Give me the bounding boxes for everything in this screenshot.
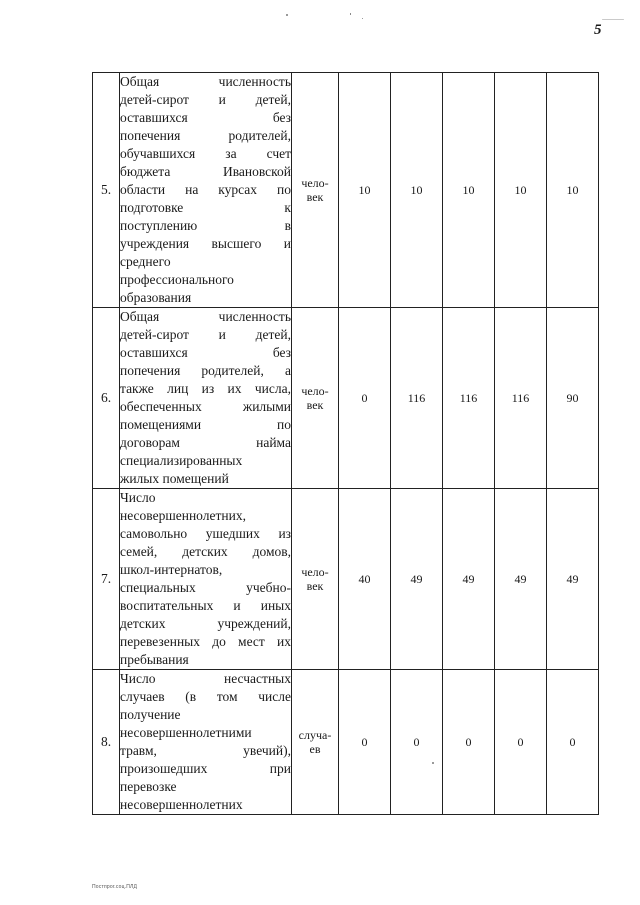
value-cell-2: 10 xyxy=(391,73,443,308)
value-cell-5: 49 xyxy=(547,489,599,670)
description-line: перевозке xyxy=(120,779,177,794)
value-cell-4: 10 xyxy=(495,73,547,308)
description-line: детских учреждений, xyxy=(120,616,291,631)
unit-line: ев xyxy=(309,742,321,756)
scan-speck xyxy=(286,14,288,16)
scan-speck xyxy=(362,18,363,19)
value-cell-3: 116 xyxy=(443,308,495,489)
description-line: школ-интернатов, xyxy=(120,562,223,577)
description-line: профессионального xyxy=(120,272,234,287)
value-cell-1: 10 xyxy=(339,73,391,308)
description-line: поступлению в xyxy=(120,218,291,233)
description-line: Число xyxy=(120,490,156,505)
table-row xyxy=(93,489,599,670)
value-cell-1: 0 xyxy=(339,670,391,815)
description-line: обучавшихся за счет xyxy=(120,146,291,161)
description-line: бюджета Ивановской xyxy=(120,164,291,179)
description-line: детей-сирот и детей, xyxy=(120,92,291,107)
value-cell-3: 49 xyxy=(443,489,495,670)
unit-of-measure xyxy=(292,489,339,670)
description-line: Общая численность xyxy=(120,309,291,324)
value-cell-5: 10 xyxy=(547,73,599,308)
unit-line: чело- xyxy=(301,384,329,398)
value-cell-5: 90 xyxy=(547,308,599,489)
indicators-table xyxy=(92,72,599,815)
description-line: получение xyxy=(120,707,181,722)
unit-line: век xyxy=(306,190,324,204)
description-line: специализированных xyxy=(120,453,243,468)
table-row xyxy=(93,670,599,815)
row-number: 6. xyxy=(93,308,120,489)
value-cell-2: 116 xyxy=(391,308,443,489)
description-line: детей-сирот и детей, xyxy=(120,327,291,342)
scan-speck xyxy=(350,13,351,15)
indicator-description xyxy=(120,670,292,815)
unit-line: век xyxy=(306,398,324,412)
description-line: обеспеченных жилыми xyxy=(120,399,291,414)
unit-line: случа- xyxy=(298,728,332,742)
description-line: попечения родителей, а xyxy=(120,363,291,378)
description-line: оставшихся без xyxy=(120,110,291,125)
description-line: Общая численность xyxy=(120,74,291,89)
description-line: пребывания xyxy=(120,652,189,667)
description-line: договорам найма xyxy=(120,435,291,450)
table-row xyxy=(93,73,599,308)
footer-code: Постпрог.соц.ПЛД xyxy=(92,884,138,890)
description-line: оставшихся без xyxy=(120,345,291,360)
row-number: 7. xyxy=(93,489,120,670)
description-line: травм, увечий), xyxy=(120,743,291,758)
description-line: воспитательных и иных xyxy=(120,598,291,613)
unit-of-measure xyxy=(292,670,339,815)
value-cell-5: 0 xyxy=(547,670,599,815)
row-number: 5. xyxy=(93,73,120,308)
value-cell-1: 0 xyxy=(339,308,391,489)
description-line: подготовке к xyxy=(120,200,291,215)
value-cell-4: 49 xyxy=(495,489,547,670)
row-number: 8. xyxy=(93,670,120,815)
value-cell-1: 40 xyxy=(339,489,391,670)
description-line: несовершеннолетними xyxy=(120,725,252,740)
description-line: специальных учебно- xyxy=(120,580,291,595)
description-line: случаев (в том числе xyxy=(120,689,291,704)
description-line: образования xyxy=(120,290,192,305)
scan-speck xyxy=(602,19,624,20)
indicator-description xyxy=(120,308,292,489)
indicator-description xyxy=(120,489,292,670)
unit-of-measure xyxy=(292,308,339,489)
description-line: жилых помещений xyxy=(120,471,229,486)
value-cell-2: 0 xyxy=(391,670,443,815)
unit-line: чело- xyxy=(301,565,329,579)
description-line: области на курсах по xyxy=(120,182,291,197)
unit-line: чело- xyxy=(301,176,329,190)
description-line: также лиц из их числа, xyxy=(120,381,291,396)
value-cell-3: 10 xyxy=(443,73,495,308)
description-line: среднего xyxy=(120,254,171,269)
description-line: Число несчастных xyxy=(120,671,291,686)
table-row xyxy=(93,308,599,489)
description-line: несовершеннолетних, xyxy=(120,508,246,523)
description-line: попечения родителей, xyxy=(120,128,291,143)
value-cell-4: 116 xyxy=(495,308,547,489)
description-line: семей, детских домов, xyxy=(120,544,291,559)
unit-line: век xyxy=(306,579,324,593)
indicator-description xyxy=(120,73,292,308)
description-line: помещениями по xyxy=(120,417,291,432)
description-line: учреждения высшего и xyxy=(120,236,291,251)
description-line: несовершеннолетних xyxy=(120,797,243,812)
description-line: перевезенных до мест их xyxy=(120,634,291,649)
description-line: произошедших при xyxy=(120,761,291,776)
value-cell-4: 0 xyxy=(495,670,547,815)
description-line: самовольно ушедших из xyxy=(120,526,291,541)
page-number: 5 xyxy=(594,22,602,38)
value-cell-2: 49 xyxy=(391,489,443,670)
value-cell-3: 0 xyxy=(443,670,495,815)
unit-of-measure xyxy=(292,73,339,308)
